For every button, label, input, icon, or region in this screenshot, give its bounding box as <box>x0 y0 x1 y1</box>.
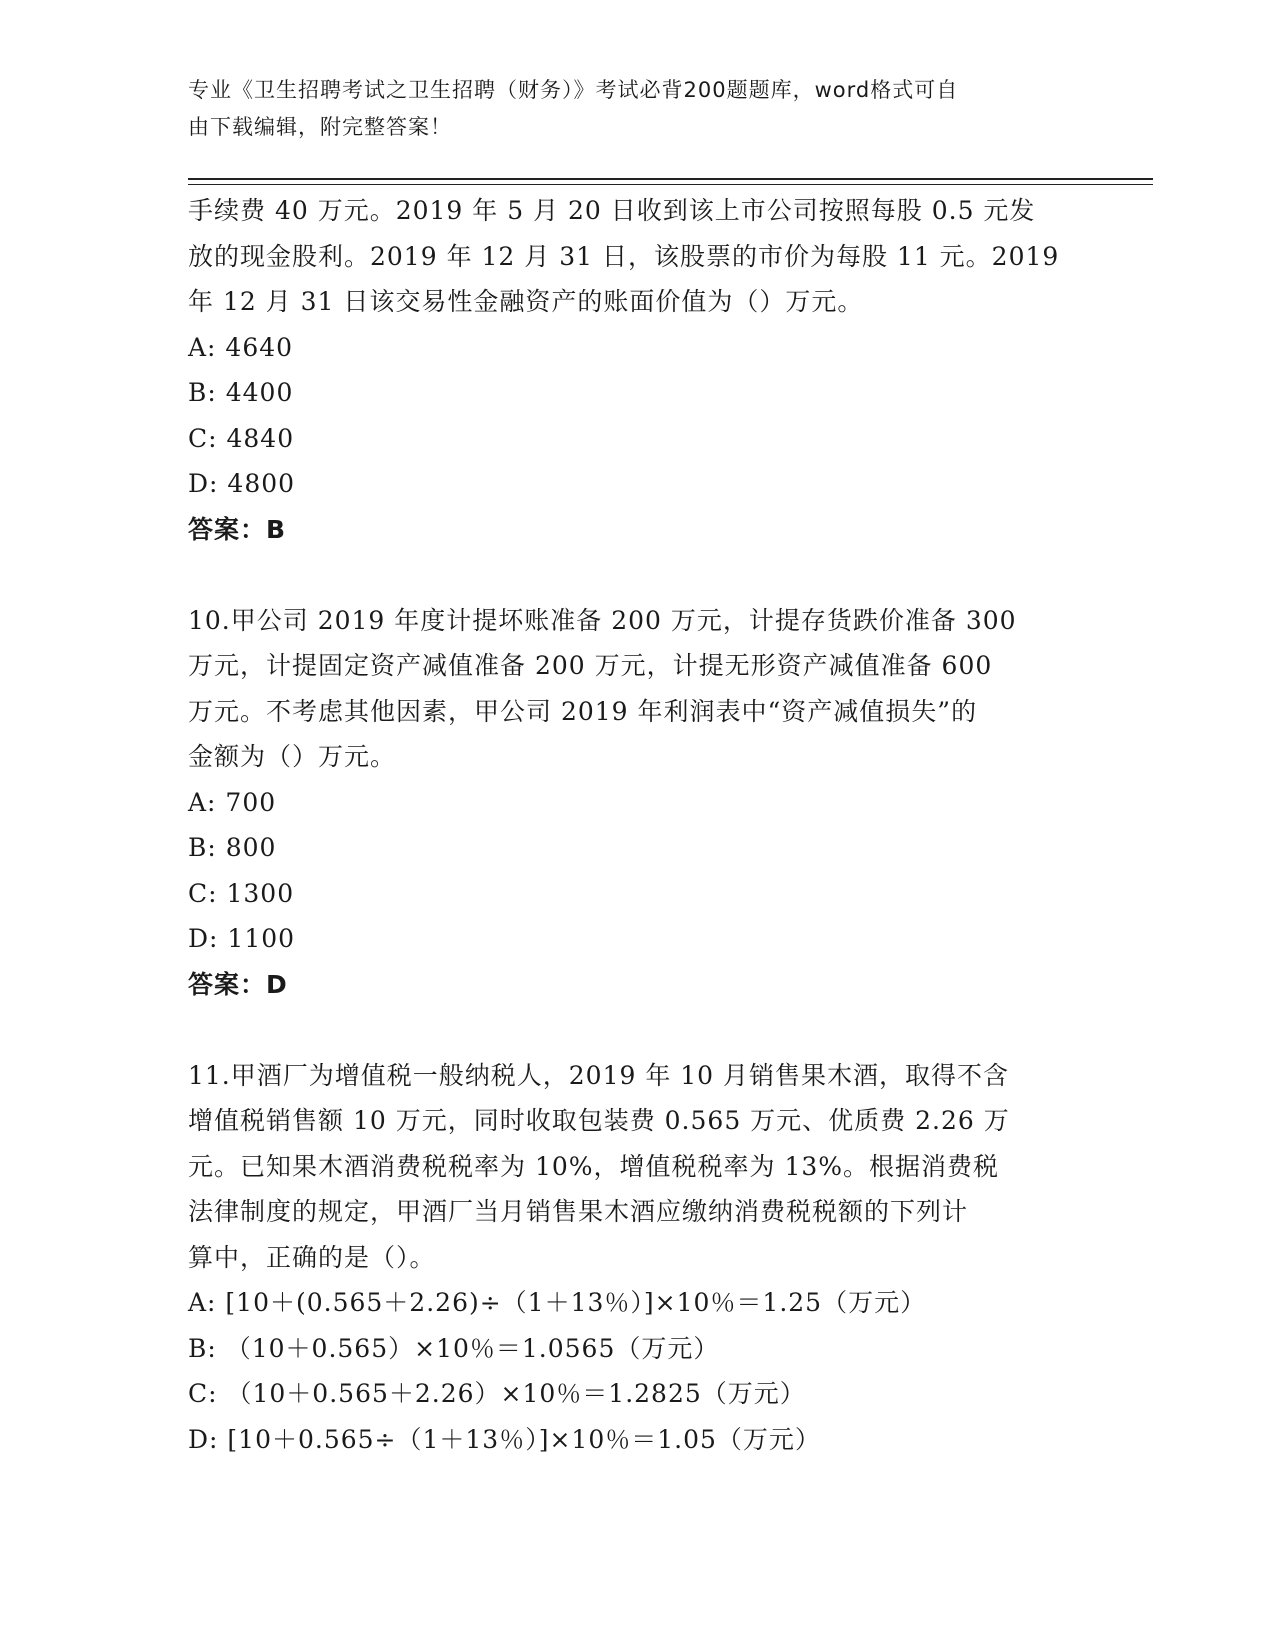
option-c: C: 4840 <box>188 423 295 453</box>
option-d: D: [10＋0.565÷（1＋13％）]×10％＝1.05（万元） <box>188 1424 821 1454</box>
option-d: D: 4800 <box>188 469 296 498</box>
question-text-line: 万元，计提固定资产减值准备 200 万元，计提无形资产减值准备 600 <box>188 651 993 680</box>
option-a: A: [10＋(0.565＋2.26)÷（1＋13％）]×10％＝1.25（万元） <box>188 1288 927 1317</box>
option-a: A: 700 <box>188 787 277 817</box>
header-rule-thick <box>188 178 1153 180</box>
option-b: B: 4400 <box>188 378 294 407</box>
document-header <box>188 72 1068 146</box>
question-11 <box>188 1053 1088 1463</box>
question-text-line: 万元。不考虑其他因素，甲公司 2019 年利润表中“资产减值损失”的 <box>188 696 978 726</box>
question-text-line: 10.甲公司 2019 年度计提坏账准备 200 万元，计提存货跌价准备 300 <box>188 605 1017 635</box>
option-b: B: （10＋0.565）×10％＝1.0565（万元） <box>188 1333 720 1363</box>
question-text-line: 增值税销售额 10 万元，同时收取包装费 0.565 万元、优质费 2.26 万 <box>188 1106 1010 1135</box>
question-text-line: 算中，正确的是（）。 <box>188 1242 436 1272</box>
question-10 <box>188 598 1088 1008</box>
answer: 答案：B <box>188 514 287 544</box>
spacer <box>188 1007 1088 1053</box>
option-d: D: 1100 <box>188 924 296 953</box>
option-b: B: 800 <box>188 833 277 862</box>
question-9 <box>188 188 1088 552</box>
answer: 答案：D <box>188 969 288 999</box>
question-text-line: 金额为（）万元。 <box>188 742 397 771</box>
question-text-line: 年 12 月 31 日该交易性金融资产的账面价值为（）万元。 <box>188 287 864 316</box>
spacer <box>188 552 1088 598</box>
document-body <box>188 188 1088 1462</box>
option-a: A: 4640 <box>188 332 294 362</box>
header-line-1: 专业《卫生招聘考试之卫生招聘（财务）》考试必背200题题库，word格式可自 <box>188 78 959 102</box>
question-text-line: 手续费 40 万元。2019 年 5 月 20 日收到该上市公司按照每股 0.5 元发 <box>188 196 1036 225</box>
question-text-line: 11.甲酒厂为增值税一般纳税人，2019 年 10 月销售果木酒，取得不含 <box>188 1060 1010 1090</box>
question-text-line: 放的现金股利。2019 年 12 月 31 日，该股票的市价为每股 11 元。2019 <box>188 241 1060 271</box>
option-c: C: 1300 <box>188 878 295 908</box>
option-c: C: （10＋0.565＋2.26）×10％＝1.2825（万元） <box>188 1379 806 1408</box>
question-text-line: 元。已知果木酒消费税税率为 10%，增值税税率为 13%。根据消费税 <box>188 1151 1000 1181</box>
question-text-line: 法律制度的规定，甲酒厂当月销售果木酒应缴纳消费税税额的下列计 <box>188 1197 969 1226</box>
header-line-2: 由下载编辑，附完整答案！ <box>188 115 452 139</box>
header-rule-thin <box>188 184 1153 185</box>
